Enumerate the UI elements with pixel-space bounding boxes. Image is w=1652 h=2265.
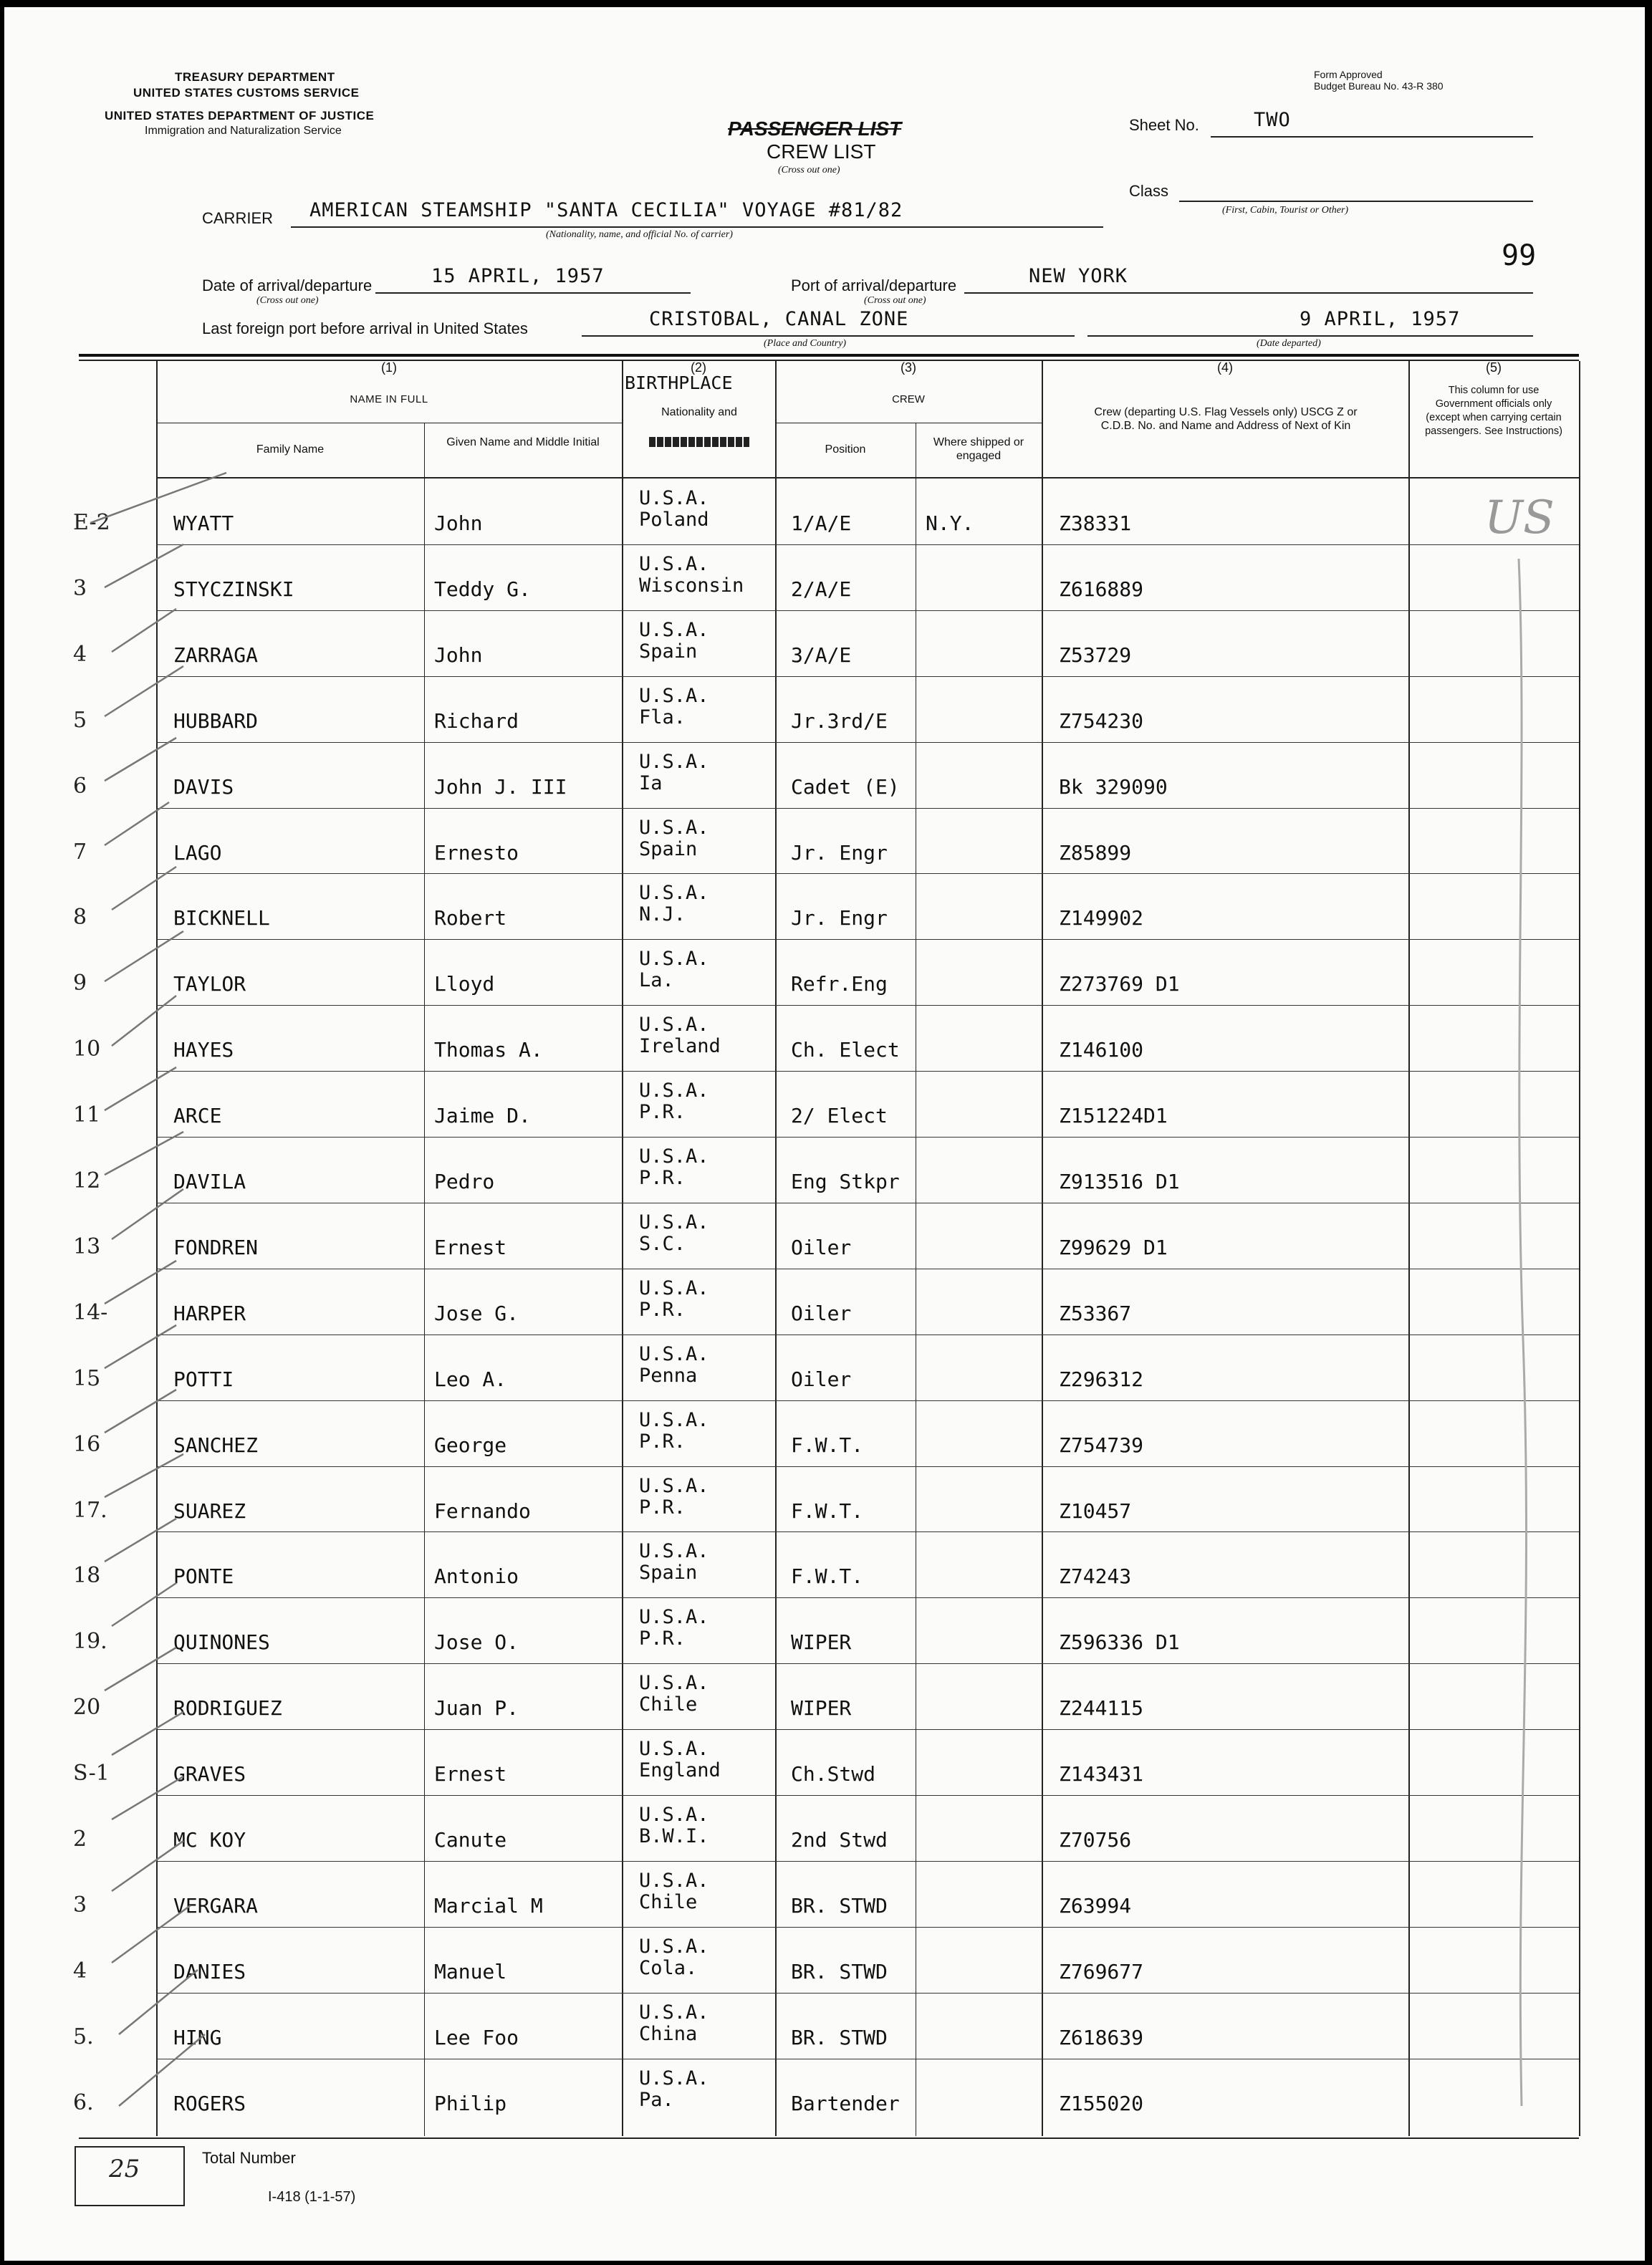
family-name: GRAVES [173, 1762, 246, 1786]
row-number: 18 [73, 1563, 101, 1589]
crew-position: Refr.Eng [791, 972, 888, 996]
uscg-z-number: Z155020 [1059, 2091, 1144, 2115]
family-name: HAYES [173, 1038, 234, 1062]
row-number: 6 [73, 773, 87, 799]
title-cross-out: (Cross out one) [778, 165, 840, 175]
nationality: U.S.A. [639, 1408, 709, 1431]
crew-position: Cadet (E) [791, 774, 900, 799]
nationality: U.S.A. [639, 1211, 709, 1234]
uscg-z-number: Z53367 [1059, 1301, 1132, 1325]
crew-position: Eng Stkpr [791, 1170, 900, 1193]
crew-position: Oiler [791, 1301, 852, 1325]
row-divider [156, 1795, 1579, 1796]
crew-position: 2/ Elect [791, 1104, 888, 1128]
col1-title: NAME IN FULL [350, 393, 428, 405]
birthplace: Cola. [639, 1956, 698, 1979]
row-number: 16 [73, 1431, 101, 1457]
sheet-label: Sheet No. [1129, 116, 1199, 134]
uscg-z-number: Z618639 [1059, 2025, 1144, 2049]
crew-position: 3/A/E [791, 643, 852, 667]
family-name: DAVIS [173, 774, 234, 799]
family-name: FONDREN [173, 1235, 259, 1259]
row-divider [156, 1663, 1579, 1664]
given-name: Jose G. [434, 1301, 519, 1325]
birthplace: Spain [639, 837, 698, 860]
family-name: HARPER [173, 1301, 246, 1325]
col-family-name: Family Name [256, 443, 325, 456]
nationality: U.S.A. [639, 816, 709, 839]
row-number: 2 [73, 1827, 87, 1852]
birthplace: P.R. [639, 1496, 686, 1519]
uscg-z-number: Z63994 [1059, 1893, 1132, 1918]
given-name: Ernest [434, 1762, 507, 1786]
birthplace: P.R. [639, 1627, 686, 1650]
row-divider [156, 873, 1579, 874]
given-name: Canute [434, 1828, 507, 1852]
title-crew-list: CREW LIST [767, 140, 876, 163]
last-port-label: Last foreign port before arrival in United States [202, 319, 528, 337]
nationality: U.S.A. [639, 487, 709, 509]
col-given-name: Given Name and Middle Initial [446, 436, 600, 448]
row-divider [156, 1466, 1579, 1467]
birthplace: Chile [639, 1693, 698, 1716]
col-where-shipped: Where shipped or engaged [933, 436, 1024, 462]
family-name: ROGERS [173, 2091, 246, 2115]
uscg-z-number: Z146100 [1059, 1038, 1144, 1062]
crew-position: Ch. Elect [791, 1038, 900, 1062]
row-number: 5 [73, 707, 87, 733]
date-departed-value: 9 APRIL, 1957 [1300, 308, 1461, 330]
nationality: U.S.A. [639, 1672, 709, 1695]
row-number: 17. [73, 1497, 107, 1523]
birthplace: B.W.I. [639, 1825, 709, 1847]
given-name: Ernesto [434, 840, 519, 865]
crew-position: F.W.T. [791, 1499, 864, 1523]
uscg-z-number: Z296312 [1059, 1367, 1144, 1391]
nationality: U.S.A. [639, 1145, 709, 1168]
col2-sub: Nationality and [661, 406, 737, 418]
family-name: ARCE [173, 1104, 222, 1128]
given-name: John J. III [434, 774, 567, 799]
page-number: 99 [1502, 239, 1537, 272]
nationality: U.S.A. [639, 684, 709, 707]
date-departed-hint: (Date departed) [1257, 338, 1321, 349]
crew-position: WIPER [791, 1696, 852, 1721]
uscg-z-number: Z913516 D1 [1059, 1170, 1180, 1193]
row-number: 3 [73, 1892, 87, 1918]
birthplace: China [639, 2022, 698, 2045]
birthplace: Spain [639, 640, 698, 663]
uscg-z-number: Z99629 D1 [1059, 1235, 1168, 1259]
nationality: U.S.A. [639, 1079, 709, 1102]
birthplace: P.R. [639, 1167, 686, 1189]
crew-position: BR. STWD [791, 1893, 888, 1918]
total-value: 25 [109, 2155, 140, 2183]
form-number: I-418 (1-1-57) [268, 2189, 356, 2205]
uscg-z-number: Bk 329090 [1059, 774, 1168, 799]
uscg-z-number: Z53729 [1059, 643, 1132, 667]
birthplace: Wisconsin [639, 574, 744, 597]
family-name: SUAREZ [173, 1499, 246, 1523]
crew-position: Oiler [791, 1367, 852, 1391]
date-cross-out: (Cross out one) [256, 295, 319, 306]
row-number: 6. [73, 2090, 94, 2115]
date-label: Date of arrival/departure [202, 276, 373, 294]
uscg-z-number: Z151224D1 [1059, 1104, 1168, 1128]
given-name: Thomas A. [434, 1038, 543, 1062]
class-label: Class [1129, 182, 1169, 200]
row-divider [156, 939, 1579, 940]
family-name: MC KOY [173, 1828, 246, 1852]
uscg-z-number: Z85899 [1059, 840, 1132, 865]
family-name: VERGARA [173, 1893, 259, 1918]
dept-immigration: Immigration and Naturalization Service [145, 125, 342, 137]
row-number: 5. [73, 2024, 94, 2049]
col-position: Position [825, 443, 866, 456]
uscg-z-number: Z273769 D1 [1059, 972, 1180, 996]
given-name: Pedro [434, 1170, 495, 1193]
row-number: E-2 [73, 510, 110, 535]
given-name: Leo A. [434, 1367, 507, 1391]
col3-num: (3) [901, 360, 916, 375]
crew-position: Jr.3rd/E [791, 708, 888, 733]
nationality: U.S.A. [639, 1606, 709, 1629]
row-divider [156, 1861, 1579, 1862]
birthplace: Ireland [639, 1035, 721, 1058]
uscg-z-number: Z596336 D1 [1059, 1630, 1180, 1655]
birthplace: P.R. [639, 1298, 686, 1321]
nationality: U.S.A. [639, 2001, 709, 2024]
crew-position: F.W.T. [791, 1433, 864, 1457]
birthplace: S.C. [639, 1232, 686, 1255]
birthplace: P.R. [639, 1101, 686, 1124]
nationality: U.S.A. [639, 2067, 709, 2090]
budget-bureau: Budget Bureau No. 43-R 380 [1314, 80, 1444, 92]
where-shipped: N.Y. [926, 511, 974, 535]
row-number: 4 [73, 641, 87, 667]
carrier-value: AMERICAN STEAMSHIP "SANTA CECILIA" VOYAGE #81/82 [309, 199, 903, 221]
row-divider [156, 1531, 1579, 1532]
crew-position: 2nd Stwd [791, 1828, 888, 1852]
nationality: U.S.A. [639, 1738, 709, 1761]
crew-position: Bartender [791, 2091, 900, 2115]
class-hint: (First, Cabin, Tourist or Other) [1222, 205, 1349, 216]
last-port-hint: (Place and Country) [764, 338, 847, 349]
row-divider [156, 610, 1579, 611]
given-name: Jose O. [434, 1630, 519, 1655]
sheet-value: TWO [1254, 109, 1291, 131]
row-divider [156, 1005, 1579, 1006]
uscg-z-number: Z74243 [1059, 1564, 1132, 1589]
row-number: 7 [73, 839, 87, 865]
row-divider [156, 742, 1579, 743]
family-name: BICKNELL [173, 906, 270, 930]
handwritten-vertical-stroke [1509, 552, 1537, 2113]
row-divider [156, 1071, 1579, 1072]
col4-num: (4) [1217, 360, 1233, 375]
given-name: Teddy G. [434, 577, 531, 601]
nationality: U.S.A. [639, 618, 709, 641]
carrier-hint: (Nationality, name, and official No. of carrier) [546, 229, 733, 240]
given-name: Marcial M [434, 1893, 543, 1918]
row-divider [156, 1729, 1579, 1730]
form-approved: Form Approved [1314, 69, 1383, 80]
nationality: U.S.A. [639, 1276, 709, 1299]
row-number: 4 [73, 1958, 87, 1983]
row-number: 19. [73, 1629, 107, 1655]
row-number: 12 [73, 1168, 101, 1193]
crew-position: BR. STWD [791, 2025, 888, 2049]
family-name: HUBBARD [173, 708, 259, 733]
row-number: 10 [73, 1037, 101, 1062]
crew-position: 2/A/E [791, 577, 852, 601]
nationality: U.S.A. [639, 1342, 709, 1365]
family-name: SANCHEZ [173, 1433, 259, 1457]
carrier-label: CARRIER [202, 209, 274, 227]
dept-treasury: TREASURY DEPARTMENT [175, 70, 335, 84]
nationality: U.S.A. [639, 1014, 709, 1037]
birthplace: N.J. [639, 903, 686, 926]
row-number: 15 [73, 1365, 101, 1391]
nationality: U.S.A. [639, 1869, 709, 1892]
row-number: 8 [73, 905, 87, 930]
family-name: DAVILA [173, 1170, 246, 1193]
uscg-z-number: Z149902 [1059, 906, 1144, 930]
crew-position: F.W.T. [791, 1564, 864, 1589]
col3-title: CREW [892, 393, 925, 405]
port-cross-out: (Cross out one) [864, 295, 926, 306]
port-value: NEW YORK [1029, 265, 1128, 287]
family-name: ZARRAGA [173, 643, 259, 667]
uscg-z-number: Z754230 [1059, 708, 1144, 733]
birthplace: Chile [639, 1890, 698, 1913]
uscg-z-number: Z38331 [1059, 511, 1132, 535]
family-name: RODRIGUEZ [173, 1696, 282, 1721]
row-divider [156, 808, 1579, 809]
row-divider [156, 1993, 1579, 1994]
nationality: U.S.A. [639, 750, 709, 773]
nationality: U.S.A. [639, 948, 709, 971]
row-divider [156, 1137, 1579, 1138]
given-name: Manuel [434, 1959, 507, 1983]
nationality: U.S.A. [639, 1804, 709, 1826]
row-divider [156, 1400, 1579, 1401]
birthplace: Ia [639, 771, 663, 794]
given-name: Antonio [434, 1564, 519, 1589]
nationality: U.S.A. [639, 552, 709, 575]
given-name: George [434, 1433, 507, 1457]
uscg-z-number: Z10457 [1059, 1499, 1132, 1523]
col1-num: (1) [381, 360, 397, 375]
birthplace: La. [639, 969, 674, 992]
date-value: 15 APRIL, 1957 [431, 265, 605, 287]
given-name: Lloyd [434, 972, 495, 996]
uscg-z-number: Z769677 [1059, 1959, 1144, 1983]
birthplace: P.R. [639, 1430, 686, 1453]
family-name: HING [173, 2025, 222, 2049]
family-name: STYCZINSKI [173, 577, 294, 601]
family-name: WYATT [173, 511, 234, 535]
family-name: DANIES [173, 1959, 246, 1983]
crew-list-document [4, 7, 1645, 2261]
crew-position: Jr. Engr [791, 906, 888, 930]
given-name: John [434, 643, 483, 667]
nationality: U.S.A. [639, 1540, 709, 1563]
row-number: 11 [73, 1102, 101, 1128]
birthplace: Fla. [639, 706, 686, 728]
birthplace: Penna [639, 1364, 698, 1387]
col4-title: Crew (departing U.S. Flag Vessels only) USCG Z or C.D.B. No. and Name and Address of Next of Kin [1094, 406, 1358, 432]
family-name: LAGO [173, 840, 222, 865]
row-divider [156, 1597, 1579, 1598]
row-divider [156, 544, 1579, 545]
dept-justice: UNITED STATES DEPARTMENT OF JUSTICE [105, 109, 375, 122]
row-number: 9 [73, 971, 87, 996]
col2-struck-country [649, 437, 749, 447]
row-number: 14- [73, 1299, 108, 1325]
col5-title: This column for use Government officials only (except when carrying certain passengers. See Instructions) [1425, 385, 1562, 437]
given-name: Fernando [434, 1499, 531, 1523]
col5-num: (5) [1486, 360, 1502, 375]
given-name: Richard [434, 708, 519, 733]
port-label: Port of arrival/departure [791, 276, 957, 294]
crew-position: Oiler [791, 1235, 852, 1259]
dept-customs: UNITED STATES CUSTOMS SERVICE [133, 86, 360, 100]
given-name: Philip [434, 2091, 507, 2115]
crew-position: Ch.Stwd [791, 1762, 876, 1786]
uscg-z-number: Z70756 [1059, 1828, 1132, 1852]
birthplace: Poland [639, 509, 709, 531]
nationality: U.S.A. [639, 1935, 709, 1958]
uscg-z-number: Z754739 [1059, 1433, 1144, 1457]
given-name: Ernest [434, 1235, 507, 1259]
handwritten-us-annotation: US [1484, 491, 1555, 544]
pencil-check-marks [76, 466, 262, 2127]
crew-position: Jr. Engr [791, 840, 888, 865]
nationality: U.S.A. [639, 882, 709, 905]
given-name: Robert [434, 906, 507, 930]
family-name: TAYLOR [173, 972, 246, 996]
given-name: Jaime D. [434, 1104, 531, 1128]
col2-num: (2) [691, 360, 706, 375]
birthplace: Pa. [639, 2088, 674, 2111]
row-divider [156, 1927, 1579, 1928]
col2-birthplace: BIRTHPLACE [625, 372, 733, 393]
crew-position: 1/A/E [791, 511, 852, 535]
total-label: Total Number [202, 2149, 296, 2167]
row-number: S-1 [73, 1761, 110, 1786]
birthplace: England [639, 1759, 721, 1782]
birthplace: Spain [639, 1562, 698, 1584]
given-name: John [434, 511, 483, 535]
row-divider [156, 676, 1579, 677]
family-name: QUINONES [173, 1630, 270, 1655]
uscg-z-number: Z244115 [1059, 1696, 1144, 1721]
family-name: PONTE [173, 1564, 234, 1589]
title-passenger-list-struck: PASSENGER LIST [728, 117, 902, 140]
crew-position: BR. STWD [791, 1959, 888, 1983]
given-name: Juan P. [434, 1696, 519, 1721]
last-port-value: CRISTOBAL, CANAL ZONE [649, 308, 909, 330]
row-number: 3 [73, 575, 87, 601]
row-number: 13 [73, 1234, 101, 1259]
given-name: Lee Foo [434, 2025, 519, 2049]
nationality: U.S.A. [639, 1474, 709, 1497]
row-number: 20 [73, 1695, 101, 1721]
family-name: POTTI [173, 1367, 234, 1391]
uscg-z-number: Z143431 [1059, 1762, 1144, 1786]
uscg-z-number: Z616889 [1059, 577, 1144, 601]
crew-position: WIPER [791, 1630, 852, 1655]
